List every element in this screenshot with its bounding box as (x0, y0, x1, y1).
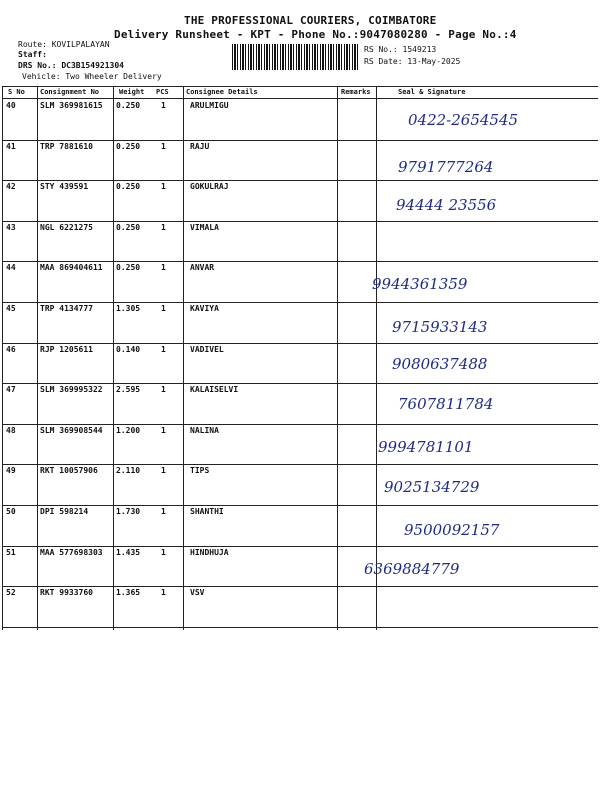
row-pcs: 1 (161, 304, 166, 313)
row-consignee: TIPS (190, 466, 210, 476)
col-border (183, 86, 184, 630)
row-pcs: 1 (161, 385, 166, 395)
row-consignee: ANVAR (190, 263, 215, 273)
row-consignment-no: TRP 7881610 (40, 141, 93, 151)
col-header-seal-signature: Seal & Signature (398, 88, 466, 96)
row-consignment-no: STY 439591 (40, 182, 89, 192)
row-consignee: KALAISELVI (190, 385, 239, 395)
row-divider (2, 546, 598, 547)
col-header-sno: S No (8, 88, 25, 96)
row-sno: 43 (6, 222, 16, 232)
row-consignment-no: SLM 369995322 (40, 385, 103, 395)
handwritten-signature-phone: 9025134729 (384, 478, 480, 497)
rs-date: RS Date: 13-May-2025 (364, 57, 461, 66)
row-divider (2, 180, 598, 181)
col-header-pcs: PCS (156, 88, 169, 96)
row-divider (2, 261, 598, 262)
handwritten-signature-phone: 9715933143 (392, 318, 488, 336)
row-divider (2, 383, 598, 384)
row-divider (2, 221, 598, 222)
barcode (232, 44, 358, 70)
row-divider (2, 627, 598, 628)
row-sno: 48 (6, 425, 16, 435)
row-pcs: 1 (161, 141, 166, 151)
row-consignee: VADIVEL (190, 344, 224, 354)
table-top-border (2, 86, 598, 87)
col-border (37, 86, 38, 630)
row-pcs: 1 (161, 263, 166, 273)
row-sno: 49 (6, 466, 16, 476)
row-pcs: 1 (161, 182, 166, 192)
row-pcs: 1 (161, 222, 166, 232)
row-weight: 2.595 (116, 385, 141, 395)
handwritten-signature-phone: 9944361359 (372, 275, 468, 294)
row-divider (2, 424, 598, 425)
row-consignee: GOKULRAJ (190, 182, 229, 192)
row-consignment-no: NGL 6221275 (40, 222, 93, 232)
row-pcs: 1 (161, 466, 166, 476)
row-divider (2, 343, 598, 344)
handwritten-signature-phone: 94444 23556 (396, 196, 497, 215)
row-consignment-no: MAA 869404611 (40, 263, 103, 273)
row-consignee: SHANTHI (190, 507, 224, 516)
drs-number: DRS No.: DC3B154921304 (18, 61, 124, 70)
row-consignment-no: TRP 4134777 (40, 304, 93, 313)
row-weight: 1.435 (116, 547, 141, 557)
row-divider (2, 302, 598, 303)
route-label: Route: KOVILPALAYAN (18, 40, 110, 49)
row-sno: 44 (6, 263, 16, 273)
row-sno: 42 (6, 182, 16, 192)
row-weight: 2.110 (116, 466, 141, 476)
row-sno: 41 (6, 141, 16, 151)
row-sno: 50 (6, 507, 16, 516)
row-sno: 45 (6, 304, 16, 313)
table-header-border (2, 98, 598, 99)
handwritten-signature-phone: 9994781101 (378, 437, 474, 456)
row-consignment-no: RJP 1205611 (40, 344, 93, 354)
handwritten-signature-phone: 0422-2654545 (408, 111, 519, 129)
row-sno: 52 (6, 588, 16, 598)
row-weight: 1.305 (116, 304, 141, 313)
row-pcs: 1 (161, 344, 166, 354)
col-border (376, 86, 377, 630)
row-consignment-no: RKT 9933760 (40, 588, 93, 598)
rs-number: RS No.: 1549213 (364, 45, 437, 54)
row-consignment-no: SLM 369981615 (40, 101, 103, 110)
row-divider (2, 586, 598, 587)
row-consignee: VIMALA (190, 222, 219, 232)
row-weight: 0.250 (116, 222, 141, 232)
row-pcs: 1 (161, 507, 166, 516)
document-title: THE PROFESSIONAL COURIERS, COIMBATORE (184, 14, 437, 27)
row-weight: 0.250 (116, 141, 141, 151)
handwritten-signature-phone: 9791777264 (398, 157, 494, 176)
staff-label: Staff: (18, 50, 47, 59)
row-weight: 0.250 (116, 263, 141, 273)
handwritten-signature-phone: 9500092157 (404, 521, 500, 539)
row-consignee: ARULMIGU (190, 101, 229, 110)
row-pcs: 1 (161, 547, 166, 557)
row-consignment-no: RKT 10057906 (40, 466, 98, 476)
handwritten-signature-phone: 9080637488 (392, 354, 488, 373)
row-sno: 46 (6, 344, 16, 354)
row-consignee: HINDHUJA (190, 547, 229, 557)
row-sno: 40 (6, 101, 16, 110)
col-border (337, 86, 338, 630)
col-header-remarks: Remarks (341, 88, 371, 96)
row-consignee: VSV (190, 588, 205, 598)
row-weight: 1.200 (116, 425, 141, 435)
row-consignee: RAJU (190, 141, 210, 151)
row-consignment-no: DPI 598214 (40, 507, 89, 516)
row-consignment-no: SLM 369908544 (40, 425, 103, 435)
col-header-weight: Weight (119, 88, 145, 96)
row-sno: 51 (6, 547, 16, 557)
row-pcs: 1 (161, 101, 166, 110)
row-weight: 1.730 (116, 507, 141, 516)
row-divider (2, 505, 598, 506)
col-border (113, 86, 114, 630)
row-sno: 47 (6, 385, 16, 395)
row-divider (2, 464, 598, 465)
col-border (2, 86, 3, 630)
row-consignment-no: MAA 577698303 (40, 547, 103, 557)
row-consignee: NALINA (190, 425, 219, 435)
row-weight: 0.250 (116, 182, 141, 192)
row-weight: 0.250 (116, 101, 141, 110)
row-divider (2, 140, 598, 141)
row-weight: 0.140 (116, 344, 141, 354)
row-pcs: 1 (161, 588, 166, 598)
document-subtitle: Delivery Runsheet - KPT - Phone No.:9047080280 - Page No.:4 (114, 28, 517, 41)
row-consignee: KAVIYA (190, 304, 219, 313)
col-header-consignment: Consignment No (40, 88, 100, 96)
vehicle-label: Vehicle: Two Wheeler Delivery (22, 72, 162, 81)
row-weight: 1.365 (116, 588, 141, 598)
handwritten-signature-phone: 6369884779 (364, 559, 460, 578)
handwritten-signature-phone: 7607811784 (398, 395, 494, 414)
col-header-consignee: Consignee Details (186, 88, 258, 96)
row-pcs: 1 (161, 425, 166, 435)
